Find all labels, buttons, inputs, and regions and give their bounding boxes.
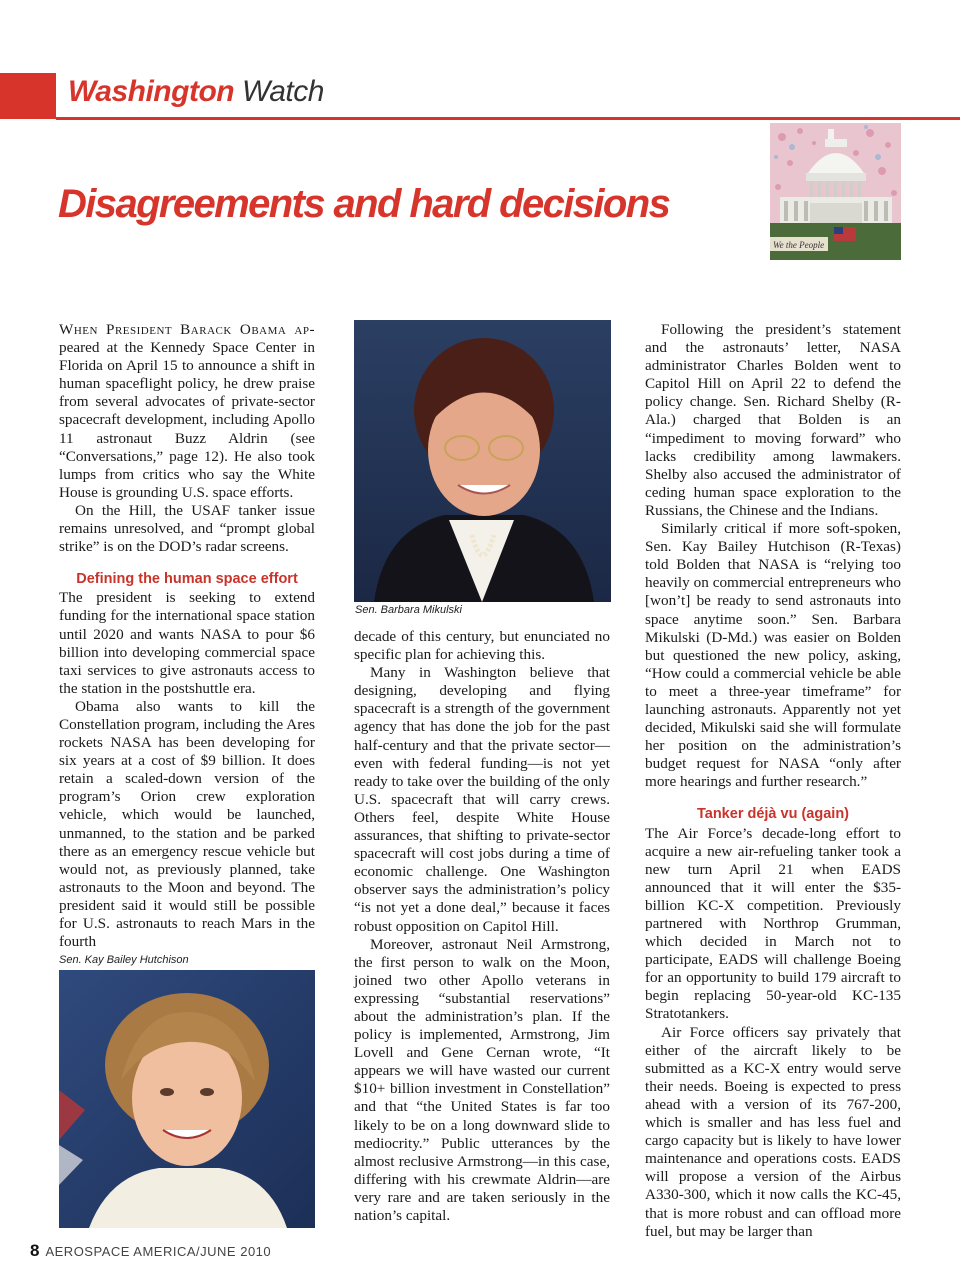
paragraph: Following the president’s statement and the astronauts’ letter, NASA administrator Charles Bolden went to Capitol Hill on April 22 to defend the policy change. Sen. Richard Shelby (R-Ala.) charged that Bolden is an “impediment to moving forward” who lacks credibility among lawmakers. Shelby also accused the administrator of ceding human space exploration to the Russians, the Chinese and the Indians.: [645, 321, 901, 519]
header-rule: [56, 117, 960, 120]
paragraph-intro: [59, 321, 315, 502]
section-title: [68, 75, 324, 109]
paragraph: Obama also wants to kill the Constellation program, including the Ares rockets NASA has been developing for six years at a cost of $9 billion. It does retain a scaled-down version of the program’s Orion crew exploration vehicle, which would be launched, unmanned, to the station and be parked there as an emergency rescue vehicle but would not, as previously planned, take astronauts to the Moon and beyond. The president said it would still be possible for U.S. astronauts to reach Mars in the fourth: [59, 697, 315, 951]
capitol-illustration: [770, 123, 901, 260]
paragraph: Similarly critical if more soft-spoken, Sen. Kay Bailey Hutchison (R-Texas) told Bolden that NASA is “relying too heavily on commercial entrepreneurs who [won’t] be ready to send astronauts into space anytime soon.” Sen. Barbara Mikulski (D-Md.) was easier on Bolden but questioned the new policy, asking, “How could a commercial vehicle be able to meet a three-year timeframe” for launching astronauts. Apparently not yet decided, Mikulski said she will formulate her position on the administration’s budget request for NASA “only after more hearings and further research.”: [645, 520, 901, 791]
paragraph: The president is seeking to extend funding for the international space station until 2020 and wants NASA to pour $6 billion into developing commercial space taxi services to give astronauts access to the station in the postshuttle era.: [59, 589, 315, 697]
paragraph: The Air Force’s decade-long effort to acquire a new air-refueling tanker took a new turn April 21 when EADS announced that it will enter the $35-billion KC-X competition. Previously partnered with Northrop Grumman, which decided in March not to participate, EADS will challenge Boeing for an opportunity to build 179 aircraft to begin replacing 50-year-old KC-135 Stratotankers.: [645, 824, 901, 1023]
mikulski-portrait: [354, 320, 611, 602]
section-header: [0, 73, 960, 119]
caption-hutchison: Sen. Kay Bailey Hutchison: [59, 954, 189, 966]
paragraph: Moreover, astronaut Neil Armstrong, the first person to walk on the Moon, joined two other Apollo veterans in expressing “substantial reservations” about the administration’s plan. If the policy is implemented, Armstrong, Jim Lovell and Gene Cernan wrote, “It appears we will have wasted our current $10+ billion investment in Constellation” and that “the United States is far too likely to be on a long downward slide to mediocrity.” Public utterances by the almost reclusive Armstrong—in this case, differing with his crewmate Aldrin—are very rare and are taken seriously in the nation’s capital.: [354, 935, 610, 1224]
caption-mikulski: Sen. Barbara Mikulski: [355, 604, 462, 616]
column-2: [354, 628, 610, 1225]
page-number: 8: [30, 1241, 40, 1260]
column-1: [59, 321, 315, 951]
mikulski-photo: [354, 320, 611, 602]
section-title-bold: Washington: [68, 75, 235, 108]
we-the-people-banner: We the People: [773, 240, 825, 250]
article-headline: Disagreements and hard decisions: [58, 182, 670, 226]
paragraph: Air Force officers say privately that either of the aircraft likely to be submitted as a KC-X entry would serve their needs. Boeing is expected to press ahead with a version of its 767-200, which is smaller and has less fuel and cargo capacity but is likely to have lower maintenance and operations costs. EADS will propose a version of the Airbus A330-300, which it now calls the KC-45, that is more robust and can offload more fuel, but may be larger than: [645, 1023, 901, 1240]
hutchison-photo: [59, 970, 315, 1228]
column-3: [645, 321, 901, 1241]
paragraph: decade of this century, but enunciated no specific plan for achieving this.: [354, 628, 610, 664]
subhead-tanker: Tanker déjà vu (again): [696, 806, 850, 823]
paragraph: Many in Washington believe that designing, developing and flying spacecraft is a strength of the government agency that has done the job for the past half-century and that the private sector—even with federal funding—is not yet ready to take over the building of the only U.S. spacecraft that will carry crews. Others feel, despite White House assurances, that shifting to private-sector spacecraft will cost jobs during a time of economic challenge. One Washington observer says the administration’s policy “is not yet a done deal,” because it faces robust opposition on Capitol Hill.: [354, 664, 610, 935]
paragraph: On the Hill, the USAF tanker issue remains unresolved, and “prompt global strike” is on the DOD’s radar screens.: [59, 501, 315, 556]
lead-in: When President Barack Obama ap-: [59, 321, 315, 338]
magazine-name: AEROSPACE AMERICA/JUNE 2010: [45, 1244, 272, 1259]
page-footer: [30, 1241, 271, 1261]
header-red-block: [0, 73, 56, 119]
subhead-human-space: Defining the human space effort: [76, 571, 298, 588]
section-title-light: Watch: [241, 75, 324, 108]
intro-text: peared at the Kennedy Space Center in Florida on April 15 to announce a shift in human spaceflight policy, he drew praise from several advocates of private-sector spacecraft development, including Apollo 11 astronaut Buzz Aldrin (see “Conversations,” page 12). He also took lumps from critics who say the White House is grounding U.S. space efforts.: [59, 339, 315, 501]
hutchison-portrait: [59, 970, 315, 1228]
capitol-photo: [770, 123, 901, 260]
